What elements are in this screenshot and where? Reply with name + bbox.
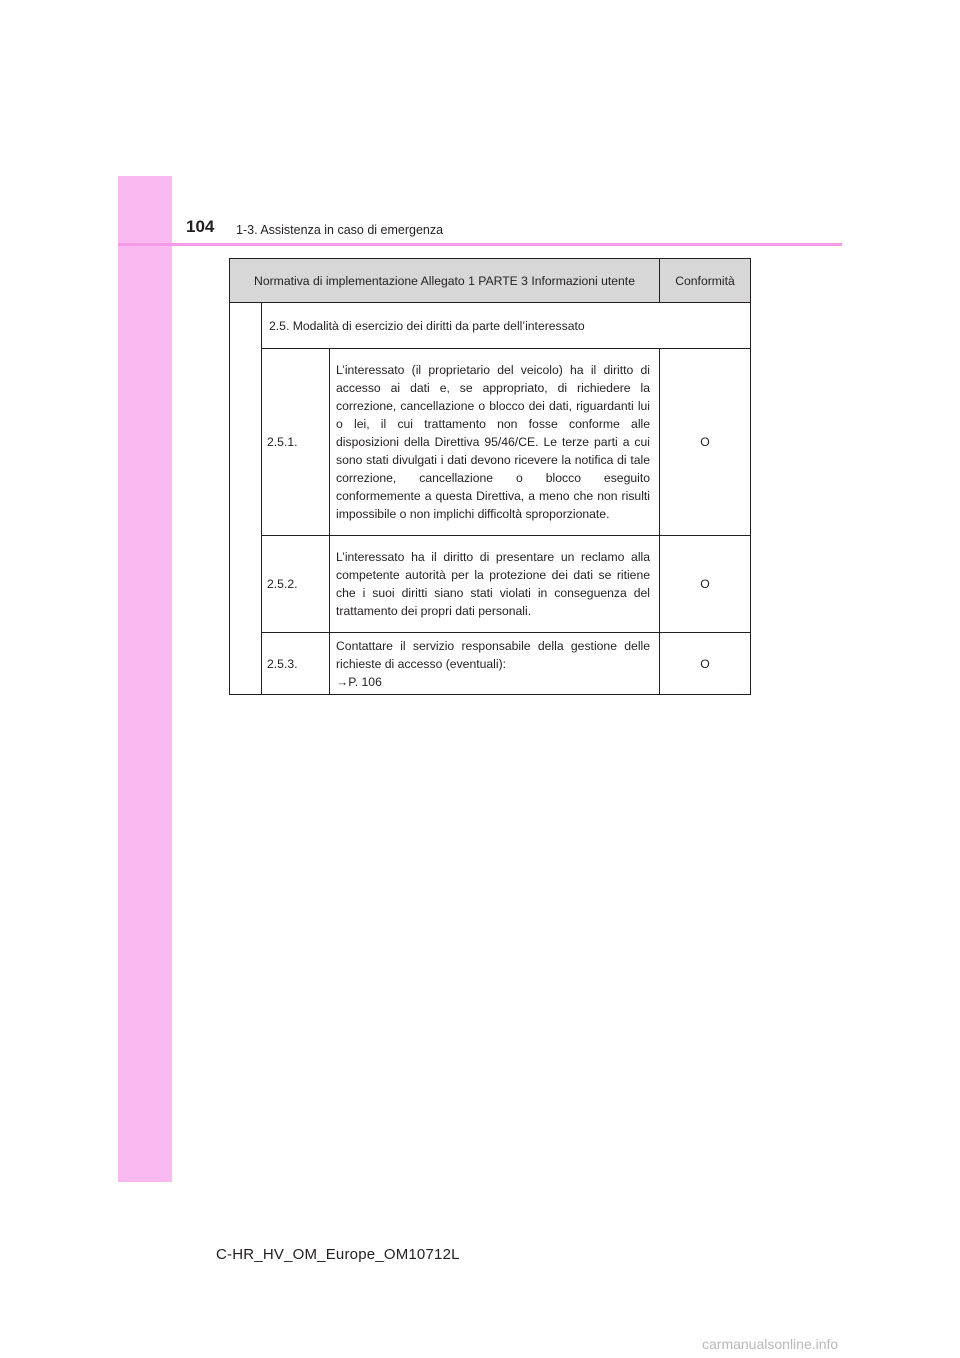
watermark: carmanualsonline.info	[702, 1336, 839, 1352]
row-number: 2.5.2.	[262, 536, 330, 633]
row-description: L’interessato ha il diritto di presentare un reclamo alla competente autorità per la protezione dei dati se ritiene che i suoi diritti siano stati violati in conseguenza del trattamento dei propri dati personali.	[330, 536, 660, 633]
regulation-table	[229, 258, 751, 695]
row-description	[330, 633, 660, 695]
sub-heading-row	[230, 303, 751, 349]
page-number: 104	[186, 217, 215, 236]
table-row	[230, 633, 751, 695]
row-description: L’interessato (il proprietario del veicolo) ha il diritto di accesso ai dati e, se appropriato, di richiedere la correzione, cancellazione o blocco dei dati, riguardanti lui o lei, il cui trattamento non fosse conforme alle disposizioni della Direttiva 95/46/CE. Le terze parti a cui sono stati divulgati i dati devono ricevere la notifica di tale correzione, cancellazione o blocco eseguito conformemente a questa Direttiva, a meno che non risulti impossibile o non implichi difficoltà sproporzionate.	[330, 349, 660, 536]
table-row	[230, 536, 751, 633]
indent-cell	[230, 303, 262, 695]
document-code: C-HR_HV_OM_Europe_OM10712L	[216, 1246, 460, 1263]
table-row	[230, 349, 751, 536]
row-conformity: O	[660, 633, 751, 695]
page-reference-link[interactable]: →P. 106	[336, 674, 382, 689]
row-number: 2.5.1.	[262, 349, 330, 536]
table-header-row	[230, 259, 751, 303]
side-color-band	[118, 176, 172, 1182]
row-conformity: O	[660, 349, 751, 536]
header-rule	[118, 243, 842, 246]
section-title: 1-3. Assistenza in caso di emergenza	[236, 223, 444, 237]
column-header-regulation: Normativa di implementazione Allegato 1 PARTE 3 Informazioni utente	[230, 259, 660, 303]
row-number: 2.5.3.	[262, 633, 330, 695]
column-header-conformity: Conformità	[660, 259, 751, 303]
sub-heading: 2.5. Modalità di esercizio dei diritti da parte dell’interessato	[262, 303, 751, 349]
row-conformity: O	[660, 536, 751, 633]
row-description-text: Contattare il servizio responsabile della gestione delle richieste di accesso (eventuali):	[336, 638, 651, 671]
